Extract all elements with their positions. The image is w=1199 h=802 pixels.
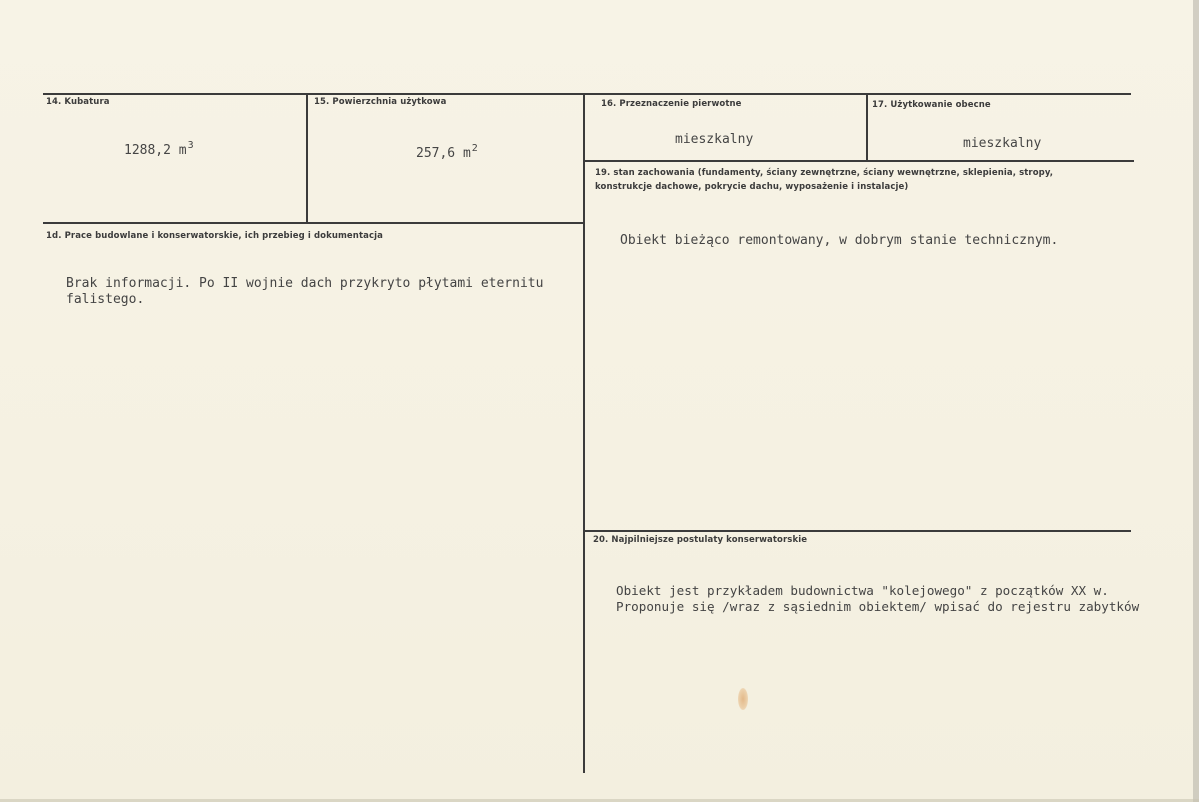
divider-16-17 <box>866 93 868 161</box>
value-uzytkowanie: mieszkalny <box>963 136 1042 151</box>
value-kubatura: 1288,2 $m^3$ <box>124 140 194 158</box>
paper-stain <box>738 688 748 710</box>
label-przeznaczenie: 16. Przeznaczenie pierwotne <box>601 99 742 109</box>
label-powierzchnia: 15. Powierzchnia użytkowa <box>314 97 447 107</box>
label-prace-budowlane: 1d. Prace budowlane i konserwatorskie, ich przebieg i dokumentacja <box>46 231 383 241</box>
label-postulaty: 20. Najpilniejsze postulaty konserwatorskie <box>593 535 808 545</box>
unit-exponent: 3 <box>187 140 194 151</box>
card-edge-right <box>1193 0 1199 802</box>
label-uzytkowanie: 17. Użytkowanie obecne <box>872 100 991 110</box>
unit-exponent: 2 <box>471 143 478 154</box>
text-postulaty: Obiekt jest przykładem budownictwa "kolejowego" z początków XX w. Proponuje się /wraz z sąsiednim obiektem/ wpisać do rejestru zabytków <box>616 583 1140 614</box>
text-prace-budowlane: Brak informacji. Po II wojnie dach przykryto płytami eternitu falistego. <box>66 276 544 307</box>
rule-above-20 <box>584 530 1131 532</box>
rule-below-16-17 <box>584 160 1134 162</box>
label-stan-zachowania: 19. stan zachowania (fundamenty, ściany zewnętrzne, ściany wewnętrzne, sklepienia, stropy, konstrukcje dachowe, pokrycie dachu, wyposażenie i instalacje) <box>595 168 1054 192</box>
text-stan-zachowania: Obiekt bieżąco remontowany, w dobrym stanie technicznym. <box>620 233 1059 248</box>
top-rule <box>43 93 1131 95</box>
rule-below-14-15 <box>43 222 585 224</box>
value-powierzchnia: 257,6 $m^2$ <box>416 143 478 161</box>
divider-14-15 <box>306 93 308 224</box>
divider-center <box>583 93 585 773</box>
label-kubatura: 14. Kubatura <box>46 97 110 107</box>
value-przeznaczenie: mieszkalny <box>675 132 754 147</box>
